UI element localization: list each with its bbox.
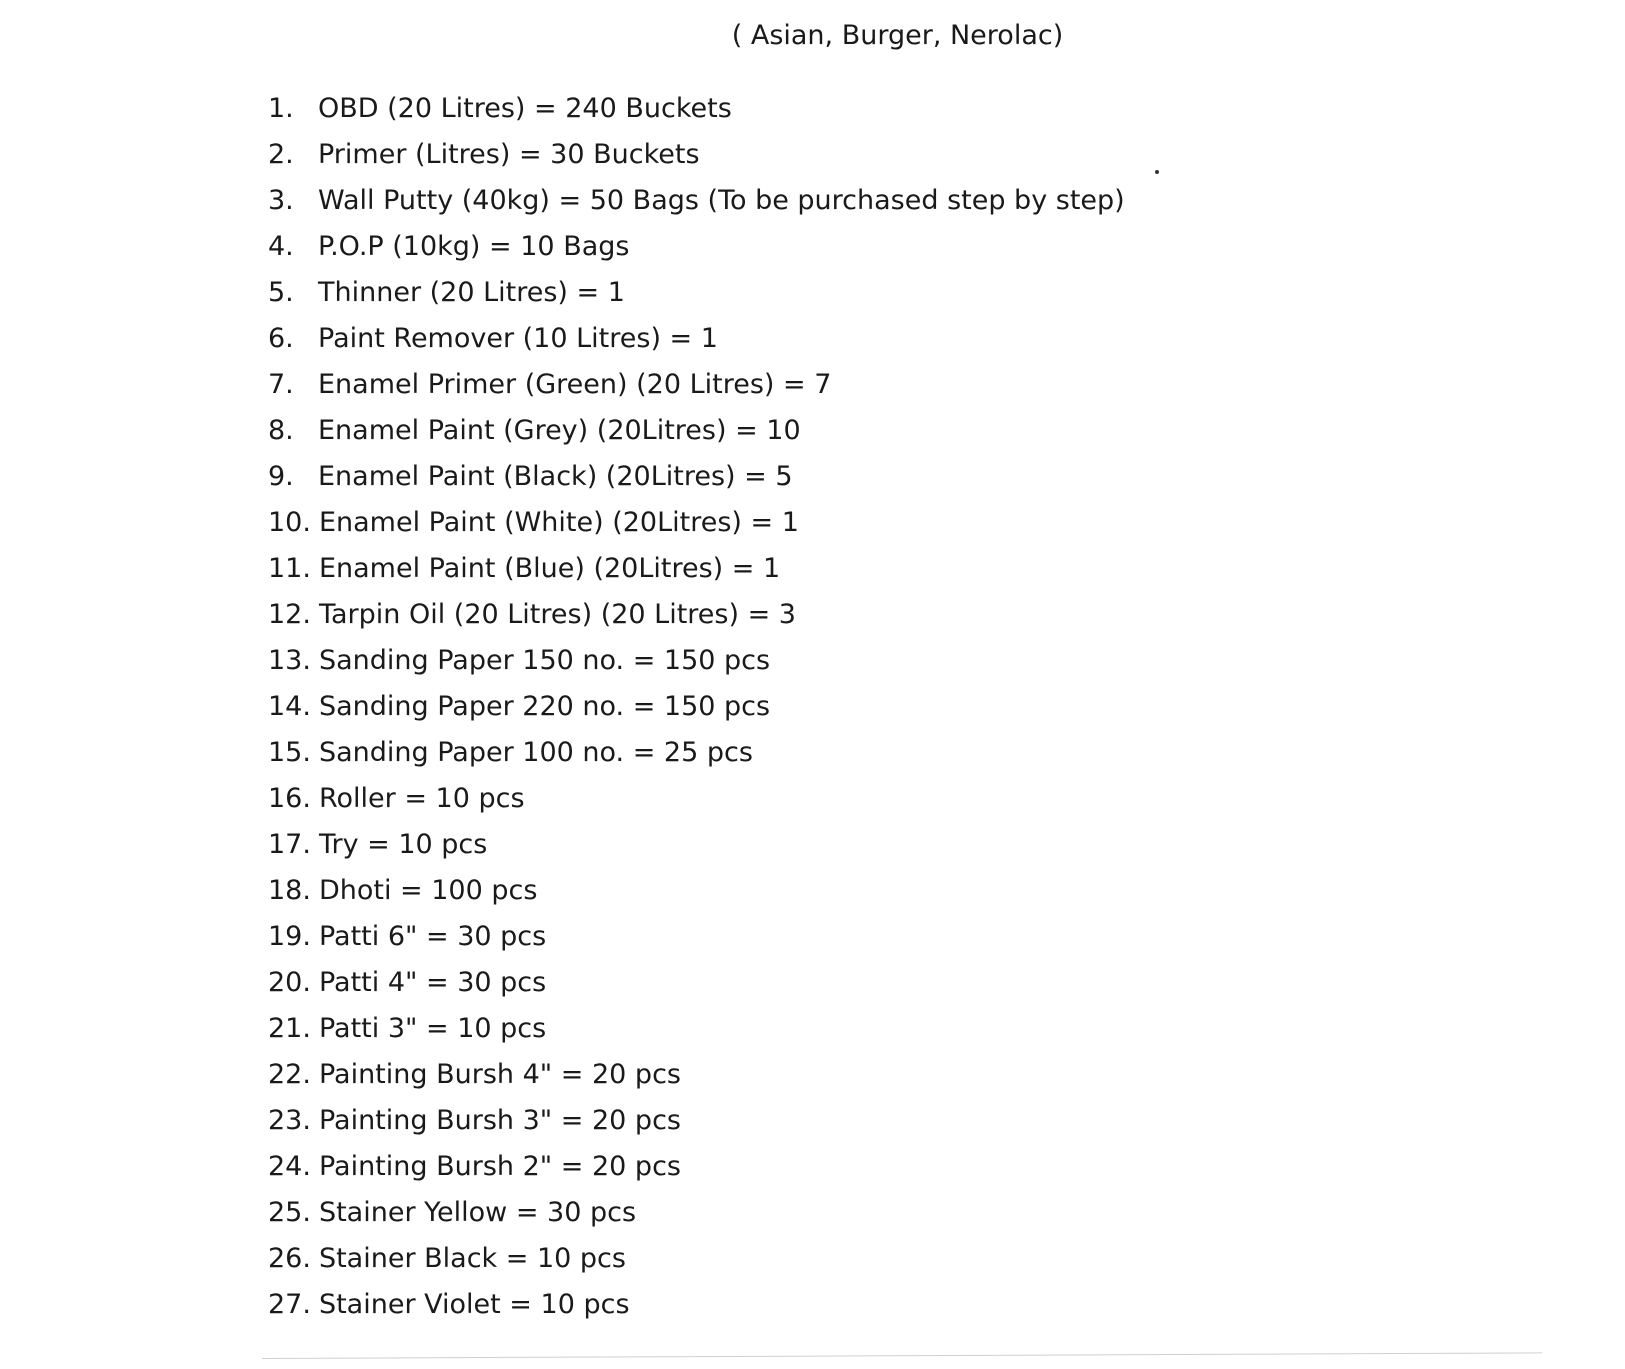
item-text: Enamel Paint (Black) (20Litres) = 5 [318, 461, 793, 492]
item-number: 10. [268, 507, 311, 538]
item-number: 3. [268, 185, 294, 216]
scan-speck [1155, 170, 1159, 174]
item-text: Stainer Black = 10 pcs [318, 1243, 626, 1274]
page-edge-line [262, 1352, 1542, 1359]
item-text: Painting Bursh 3" = 20 pcs [318, 1105, 681, 1136]
list-item [268, 1052, 1125, 1098]
list-item [268, 132, 1125, 178]
item-text: Painting Bursh 4" = 20 pcs [318, 1059, 681, 1090]
list-item [268, 1098, 1125, 1144]
item-number: 21. [268, 1013, 311, 1044]
list-item [268, 316, 1125, 362]
item-number: 8. [268, 415, 294, 446]
list-item [268, 960, 1125, 1006]
item-number: 24. [268, 1151, 311, 1182]
item-number: 1. [268, 93, 294, 124]
item-text: Stainer Yellow = 30 pcs [318, 1197, 637, 1228]
list-item [268, 224, 1125, 270]
document-subtitle: ( Asian, Burger, Nerolac) [731, 20, 1064, 51]
item-number: 7. [268, 369, 294, 400]
list-item [268, 178, 1125, 224]
item-text: Wall Putty (40kg) = 50 Bags (To be purchased step by step) [318, 185, 1125, 216]
item-number: 4. [268, 231, 294, 262]
item-number: 25. [268, 1197, 311, 1228]
item-number: 13. [268, 645, 311, 676]
materials-list [268, 86, 1125, 1328]
item-text: Patti 6" = 30 pcs [318, 921, 547, 952]
list-item [268, 914, 1125, 960]
list-item [268, 546, 1125, 592]
item-text: Dhoti = 100 pcs [318, 875, 538, 906]
item-text: Painting Bursh 2" = 20 pcs [318, 1151, 681, 1182]
list-item [268, 822, 1125, 868]
item-text: Sanding Paper 150 no. = 150 pcs [318, 645, 771, 676]
item-text: Enamel Paint (White) (20Litres) = 1 [318, 507, 799, 538]
item-number: 22. [268, 1059, 311, 1090]
list-item [268, 1144, 1125, 1190]
item-number: 9. [268, 461, 294, 492]
item-text: Patti 3" = 10 pcs [318, 1013, 547, 1044]
list-item [268, 1236, 1125, 1282]
list-item [268, 500, 1125, 546]
list-item [268, 1006, 1125, 1052]
item-number: 23. [268, 1105, 311, 1136]
item-number: 15. [268, 737, 311, 768]
item-text: Sanding Paper 220 no. = 150 pcs [318, 691, 771, 722]
item-text: Roller = 10 pcs [318, 783, 525, 814]
item-number: 26. [268, 1243, 311, 1274]
item-number: 12. [268, 599, 311, 630]
list-item [268, 776, 1125, 822]
item-number: 2. [268, 139, 294, 170]
item-text: Enamel Primer (Green) (20 Litres) = 7 [318, 369, 832, 400]
item-number: 5. [268, 277, 294, 308]
item-text: Stainer Violet = 10 pcs [318, 1289, 630, 1320]
list-item [268, 868, 1125, 914]
list-item [268, 1282, 1125, 1328]
item-text: Sanding Paper 100 no. = 25 pcs [318, 737, 753, 768]
item-number: 14. [268, 691, 311, 722]
item-text: Tarpin Oil (20 Litres) (20 Litres) = 3 [318, 599, 796, 630]
list-item [268, 684, 1125, 730]
list-item [268, 408, 1125, 454]
list-item [268, 1190, 1125, 1236]
list-item [268, 86, 1125, 132]
list-item [268, 592, 1125, 638]
item-text: Primer (Litres) = 30 Buckets [318, 139, 700, 170]
item-text: Patti 4" = 30 pcs [318, 967, 547, 998]
item-text: Enamel Paint (Blue) (20Litres) = 1 [318, 553, 781, 584]
list-item [268, 638, 1125, 684]
list-item [268, 730, 1125, 776]
item-number: 19. [268, 921, 311, 952]
item-number: 17. [268, 829, 311, 860]
item-text: Try = 10 pcs [318, 829, 488, 860]
item-text: OBD (20 Litres) = 240 Buckets [318, 93, 732, 124]
item-number: 11. [268, 553, 311, 584]
item-number: 18. [268, 875, 311, 906]
item-number: 16. [268, 783, 311, 814]
item-text: Enamel Paint (Grey) (20Litres) = 10 [318, 415, 801, 446]
list-item [268, 362, 1125, 408]
item-number: 27. [268, 1289, 311, 1320]
item-text: P.O.P (10kg) = 10 Bags [318, 231, 630, 262]
item-number: 6. [268, 323, 294, 354]
list-item [268, 270, 1125, 316]
item-text: Paint Remover (10 Litres) = 1 [318, 323, 718, 354]
item-number: 20. [268, 967, 311, 998]
item-text: Thinner (20 Litres) = 1 [318, 277, 625, 308]
list-item [268, 454, 1125, 500]
